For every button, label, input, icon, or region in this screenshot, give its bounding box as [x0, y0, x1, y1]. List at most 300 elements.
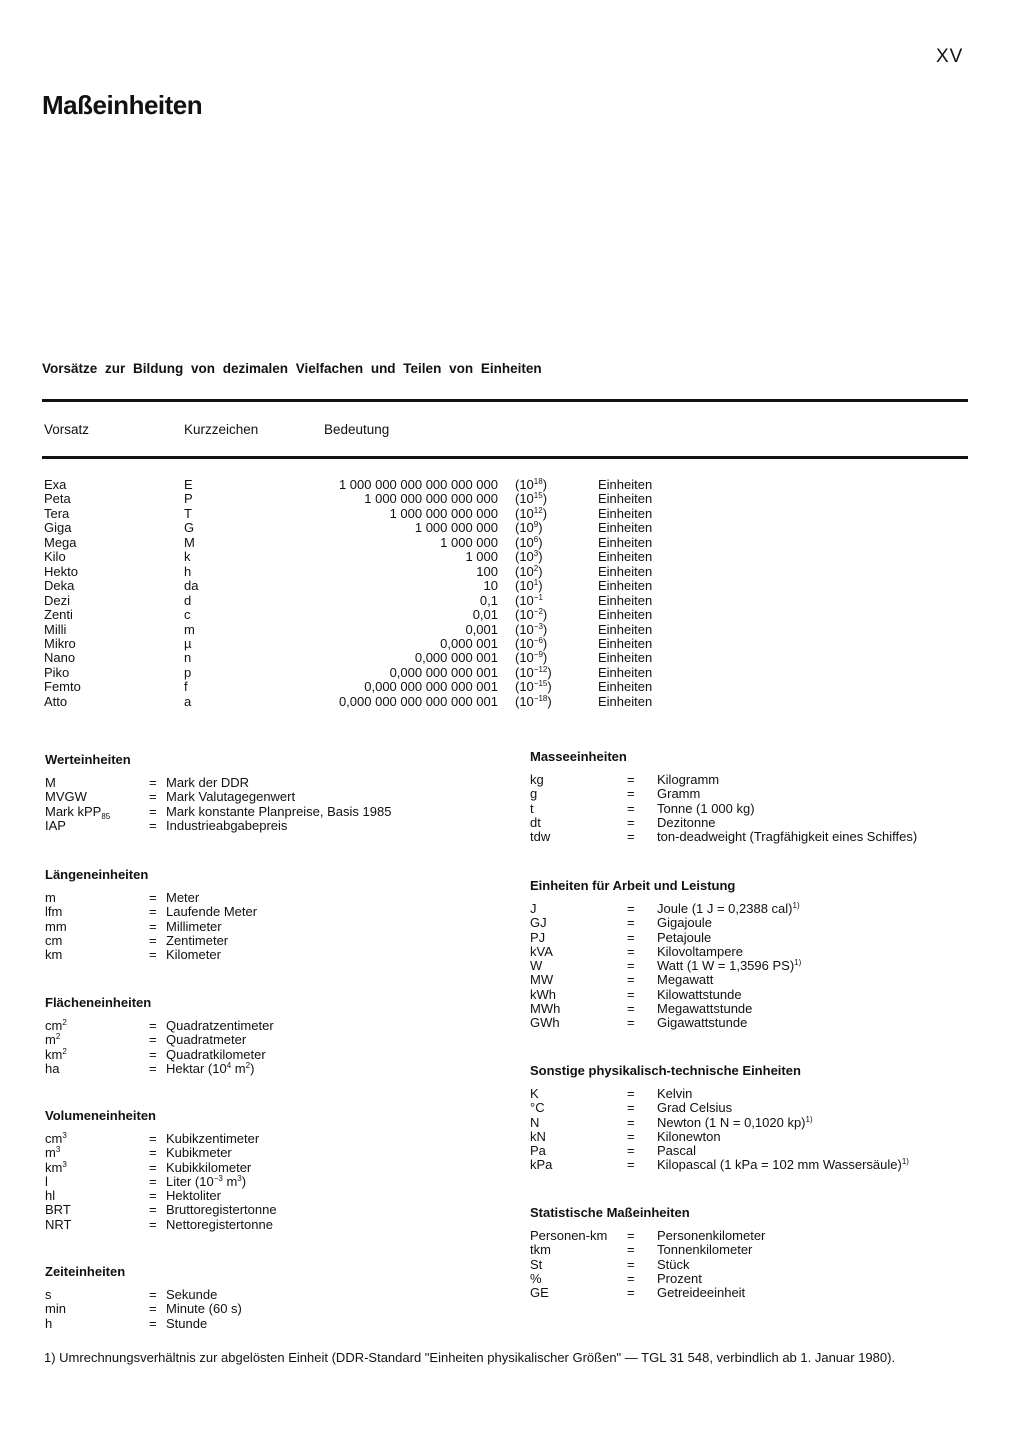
unit-meaning — [166, 1288, 217, 1302]
unit-meaning-text: Kilonewton — [657, 1128, 721, 1144]
unit-meaning-text: Kilopascal (1 kPa = 102 mm Wassersäule) — [657, 1157, 902, 1173]
unit-meaning — [166, 1019, 274, 1033]
prefix-power-exponent: 3 — [533, 549, 539, 559]
unit-meaning — [657, 802, 755, 816]
unit-meaning-text: Grad Celsius — [657, 1100, 733, 1116]
prefix-power — [515, 492, 547, 507]
prefix-symbol: P — [184, 491, 193, 507]
prefix-value: 0,01 — [472, 607, 498, 623]
unit-meaning-text: Gigawattstunde — [657, 1015, 748, 1031]
prefix-power-exponent: −15 — [533, 679, 548, 689]
unit-abbreviation — [530, 1002, 560, 1016]
equals-sign: = — [627, 1143, 635, 1159]
unit-entry — [45, 1062, 515, 1076]
prefix-unit: Einheiten — [598, 534, 653, 550]
unit-abbreviation — [530, 988, 556, 1002]
unit-meaning-text: Megawatt — [657, 972, 714, 988]
unit-meaning-text: Tonnenkilometer — [657, 1242, 753, 1258]
unit-entry — [45, 776, 515, 790]
prefix-name: Kilo — [44, 549, 66, 565]
unit-meaning — [166, 1317, 207, 1331]
unit-entry — [530, 945, 1000, 959]
prefix-power-exponent: 12 — [533, 505, 543, 515]
unit-abbreviation — [45, 1317, 52, 1331]
prefix-row — [0, 550, 1024, 565]
unit-abbreviation — [45, 1062, 59, 1076]
unit-abbreviation — [530, 1087, 539, 1101]
unit-abbreviation — [530, 1286, 549, 1300]
prefix-unit: Einheiten — [598, 592, 653, 608]
section-heading: Einheiten für Arbeit und Leistung — [530, 878, 736, 893]
prefix-power-exponent: 9 — [533, 520, 539, 530]
prefix-symbol: µ — [184, 635, 192, 651]
prefix-power-close: ) — [538, 578, 543, 594]
unit-entry — [530, 773, 1000, 787]
unit-entry — [530, 1272, 1000, 1286]
unit-abbreviation — [530, 802, 534, 816]
prefix-name: Atto — [44, 693, 68, 709]
unit-entry — [530, 1116, 1000, 1130]
equals-sign: = — [149, 1018, 157, 1033]
unit-meaning-superscript: 1) — [792, 901, 800, 910]
unit-entry — [45, 905, 515, 919]
section-heading: Statistische Maßeinheiten — [530, 1205, 690, 1220]
unit-meaning-text: Gigajoule — [657, 915, 712, 931]
unit-meaning — [166, 920, 222, 934]
unit-meaning-text: Quadratmeter — [166, 1032, 247, 1048]
equals-sign: = — [149, 1032, 157, 1048]
unit-abbreviation — [45, 1033, 60, 1047]
unit-abbreviation — [530, 1130, 546, 1144]
prefix-power-base: (10 — [515, 505, 534, 521]
column-header-vorsatz: Vorsatz — [44, 422, 90, 437]
prefix-value: 1 000 000 — [440, 534, 498, 550]
prefix-power-exponent: 6 — [533, 534, 539, 544]
prefix-value: 1 000 000 000 000 000 000 — [338, 477, 498, 492]
unit-entry — [530, 1130, 1000, 1144]
prefix-row — [0, 594, 1024, 609]
unit-entry — [530, 1016, 1000, 1030]
prefix-table-heading: Vorsätze zur Bildung von dezimalen Vielfachen und Teilen von Einheiten — [42, 361, 542, 376]
prefix-symbol: M — [184, 534, 195, 550]
unit-abbreviation-text: dt — [530, 814, 541, 830]
unit-abbreviation — [45, 776, 56, 790]
prefix-row — [0, 623, 1024, 638]
equals-sign: = — [627, 1270, 635, 1286]
section-heading: Volumeneinheiten — [45, 1108, 156, 1123]
unit-meaning — [166, 776, 249, 790]
equals-sign: = — [627, 901, 635, 916]
unit-abbreviation — [45, 790, 87, 804]
prefix-power-base: (10 — [515, 592, 534, 608]
unit-abbreviation-text: MWh — [530, 1001, 561, 1017]
prefix-power-close: ) — [542, 477, 548, 492]
unit-entry — [530, 816, 1000, 830]
unit-abbreviation — [530, 1258, 542, 1272]
prefix-row — [0, 521, 1024, 536]
equals-sign: = — [149, 775, 157, 790]
prefix-row — [0, 536, 1024, 551]
equals-sign: = — [149, 1131, 157, 1146]
page-number: XV — [936, 46, 964, 67]
prefix-power — [515, 478, 547, 493]
equals-sign: = — [627, 1157, 635, 1173]
prefix-power-close: ) — [542, 650, 548, 666]
unit-meaning-text: Megawattstunde — [657, 1001, 753, 1017]
prefix-power-base: (10 — [515, 549, 534, 565]
unit-abbreviation-text: mm — [45, 918, 67, 934]
unit-abbreviation — [45, 1218, 71, 1232]
prefix-unit: Einheiten — [598, 477, 653, 492]
unit-meaning — [166, 1033, 246, 1047]
equals-sign: = — [149, 817, 157, 833]
section-heading: Flächeneinheiten — [45, 995, 152, 1010]
unit-abbreviation — [530, 902, 537, 916]
equals-sign: = — [627, 1086, 635, 1101]
unit-abbreviation — [45, 1161, 67, 1175]
prefix-power — [515, 608, 547, 623]
unit-meaning-text: Petajoule — [657, 929, 712, 945]
unit-abbreviation — [530, 1016, 560, 1030]
unit-meaning — [166, 1146, 232, 1160]
unit-meaning — [166, 1132, 259, 1146]
prefix-symbol: da — [184, 578, 199, 594]
prefix-symbol: E — [184, 477, 193, 492]
unit-meaning — [166, 1048, 266, 1062]
unit-meaning-text: Pascal — [657, 1143, 697, 1159]
unit-abbreviation — [45, 948, 62, 962]
unit-abbreviation-text: GJ — [530, 915, 547, 931]
equals-sign: = — [149, 1202, 157, 1218]
unit-meaning-text: Mark Valutagegenwert — [166, 789, 296, 805]
prefix-row — [0, 608, 1024, 623]
prefix-row — [0, 579, 1024, 594]
unit-abbreviation-text: km — [45, 947, 63, 963]
prefix-name: Dezi — [44, 592, 71, 608]
unit-entry — [45, 1019, 515, 1033]
prefix-row — [0, 507, 1024, 522]
unit-meaning-text: Kubikmeter — [166, 1145, 232, 1161]
prefix-value: 1 000 — [465, 549, 498, 565]
prefix-power — [515, 536, 543, 551]
equals-sign: = — [149, 1145, 157, 1161]
unit-entry — [45, 1175, 515, 1189]
prefix-value: 10 — [483, 578, 498, 594]
unit-abbreviation — [530, 931, 545, 945]
unit-meaning-text: ton-deadweight (Tragfähigkeit eines Schiffes) — [657, 829, 918, 845]
unit-entry — [530, 1101, 1000, 1115]
unit-meaning-text: Gramm — [657, 786, 701, 802]
unit-meaning-text: Watt (1 W = 1,3596 PS) — [657, 958, 795, 974]
unit-meaning — [657, 916, 712, 930]
unit-abbreviation-text: t — [530, 800, 534, 816]
unit-meaning — [657, 902, 800, 916]
unit-entry — [530, 973, 1000, 987]
prefix-power-exponent: −2 — [533, 607, 543, 617]
unit-entry — [45, 805, 515, 819]
unit-meaning-text: Dezitonne — [657, 814, 716, 830]
unit-meaning-text: Kilometer — [166, 947, 221, 963]
prefix-symbol: G — [184, 520, 195, 536]
unit-meaning — [166, 905, 257, 919]
unit-abbreviation — [45, 1302, 66, 1316]
unit-meaning — [657, 1116, 813, 1130]
unit-meaning — [166, 891, 199, 905]
unit-abbreviation-text: s — [45, 1287, 52, 1302]
unit-meaning — [166, 1062, 254, 1076]
unit-meaning — [657, 830, 917, 844]
unit-abbreviation-superscript: 2 — [55, 1032, 61, 1042]
unit-abbreviation — [45, 1203, 71, 1217]
unit-entry — [530, 830, 1000, 844]
prefix-power — [515, 521, 543, 536]
unit-entry — [530, 787, 1000, 801]
unit-entry — [530, 802, 1000, 816]
prefix-power-base: (10 — [515, 621, 534, 637]
prefix-power-close: ) — [538, 520, 543, 536]
prefix-power-exponent: −12 — [533, 664, 548, 674]
prefix-symbol: n — [184, 650, 192, 666]
prefix-symbol: c — [184, 607, 191, 623]
equals-sign: = — [627, 1285, 635, 1301]
unit-entry — [45, 934, 515, 948]
prefix-power — [515, 637, 547, 652]
equals-sign: = — [627, 1256, 635, 1272]
unit-meaning-text: Millimeter — [166, 918, 222, 934]
unit-abbreviation-text: km — [45, 1159, 63, 1175]
unit-meaning — [657, 1158, 909, 1172]
prefix-unit: Einheiten — [598, 693, 653, 709]
prefix-symbol: m — [184, 621, 195, 637]
prefix-symbol: p — [184, 664, 192, 680]
unit-list — [530, 902, 1000, 1031]
prefix-power — [515, 695, 552, 710]
equals-sign: = — [627, 929, 635, 945]
prefix-power — [515, 594, 543, 609]
prefix-power-base: (10 — [515, 520, 534, 536]
unit-abbreviation-text: BRT — [45, 1202, 71, 1218]
prefix-power-base: (10 — [515, 635, 534, 651]
unit-abbreviation-text: hl — [45, 1188, 56, 1204]
equals-sign: = — [627, 1242, 635, 1258]
unit-abbreviation — [45, 819, 66, 833]
prefix-unit: Einheiten — [598, 549, 653, 565]
unit-list — [45, 1288, 515, 1331]
unit-meaning-text: Prozent — [657, 1270, 702, 1286]
unit-meaning-text: Newton (1 N = 0,1020 kp) — [657, 1114, 806, 1130]
unit-abbreviation — [45, 1132, 67, 1146]
unit-abbreviation-superscript: 3 — [55, 1145, 61, 1155]
prefix-value: 0,000 000 001 — [414, 650, 498, 666]
prefix-name: Femto — [44, 679, 81, 695]
unit-abbreviation-text: m — [45, 1032, 56, 1048]
unit-entry — [45, 790, 515, 804]
prefix-power-exponent: 18 — [533, 477, 543, 486]
column-header-kurzzeichen: Kurzzeichen — [184, 422, 259, 437]
prefix-symbol: T — [184, 505, 192, 521]
unit-meaning — [657, 773, 719, 787]
equals-sign: = — [627, 986, 635, 1002]
prefix-row — [0, 680, 1024, 695]
unit-abbreviation-text: cm — [45, 932, 63, 948]
unit-meaning — [657, 931, 711, 945]
prefix-power-exponent: −3 — [533, 621, 543, 631]
prefix-power-close: ) — [542, 607, 548, 623]
prefix-unit: Einheiten — [598, 635, 653, 651]
unit-meaning-superscript: 2 — [245, 1060, 251, 1070]
unit-abbreviation-text: kN — [530, 1128, 546, 1144]
prefix-power-close: ) — [547, 693, 552, 709]
prefix-value: 0,001 — [465, 621, 498, 637]
unit-abbreviation-text: K — [530, 1086, 539, 1101]
unit-meaning-cont: m — [222, 1173, 238, 1189]
prefix-unit: Einheiten — [598, 578, 653, 594]
unit-entry — [530, 931, 1000, 945]
prefix-power-close: ) — [542, 491, 548, 507]
prefix-row — [0, 651, 1024, 666]
prefix-power-exponent: −1 — [533, 592, 543, 602]
unit-meaning-text: Kelvin — [657, 1086, 693, 1101]
prefix-unit: Einheiten — [598, 491, 653, 507]
unit-abbreviation-text: % — [530, 1270, 542, 1286]
unit-abbreviation-text: IAP — [45, 817, 66, 833]
unit-meaning-text: Kubikzentimeter — [166, 1131, 260, 1146]
unit-abbreviation-text: km — [45, 1046, 63, 1062]
unit-abbreviation-text: PJ — [530, 929, 546, 945]
unit-entry — [45, 948, 515, 962]
unit-meaning-text: Bruttoregistertonne — [166, 1202, 277, 1218]
unit-meaning — [166, 1161, 251, 1175]
prefix-power-exponent: 15 — [533, 491, 543, 501]
unit-meaning-text: Mark konstante Planpreise, Basis 1985 — [166, 803, 392, 819]
prefix-name: Milli — [44, 621, 67, 637]
unit-entry — [45, 1146, 515, 1160]
unit-entry — [530, 1243, 1000, 1257]
unit-abbreviation-subscript: 85 — [101, 811, 111, 821]
unit-meaning-text: Mark der DDR — [166, 775, 250, 790]
unit-meaning-text: Tonne (1 000 kg) — [657, 800, 755, 816]
equals-sign: = — [149, 1188, 157, 1204]
unit-meaning-text: Kilowattstunde — [657, 986, 742, 1002]
prefix-power-close: ) — [538, 563, 543, 579]
unit-entry — [530, 959, 1000, 973]
prefix-name: Mikro — [44, 635, 76, 651]
unit-entry — [530, 988, 1000, 1002]
section-heading: Zeiteinheiten — [45, 1264, 126, 1279]
unit-abbreviation-text: Pa — [530, 1143, 546, 1159]
unit-abbreviation — [530, 787, 537, 801]
prefix-row — [0, 666, 1024, 681]
prefix-power-close: ) — [538, 534, 543, 550]
unit-abbreviation — [530, 959, 542, 973]
equals-sign: = — [627, 1100, 635, 1116]
unit-abbreviation — [45, 1019, 67, 1033]
unit-meaning — [657, 1144, 696, 1158]
unit-abbreviation-text: lfm — [45, 904, 63, 920]
unit-meaning-text: Personenkilometer — [657, 1228, 766, 1243]
equals-sign: = — [149, 904, 157, 920]
table-header-rule — [42, 456, 968, 459]
prefix-power — [515, 507, 547, 522]
unit-list — [45, 891, 515, 962]
prefix-symbol: f — [184, 679, 188, 695]
prefix-power — [515, 623, 547, 638]
unit-abbreviation-text: cm — [45, 1131, 63, 1146]
unit-meaning — [657, 1101, 732, 1115]
unit-abbreviation — [45, 934, 62, 948]
unit-abbreviation-text: St — [530, 1256, 543, 1272]
equals-sign: = — [149, 1159, 157, 1175]
prefix-power-base: (10 — [515, 664, 534, 680]
unit-abbreviation-text: tkm — [530, 1242, 551, 1258]
unit-meaning — [166, 1203, 277, 1217]
unit-entry — [45, 1203, 515, 1217]
unit-entry — [530, 902, 1000, 916]
prefix-power-exponent: −6 — [533, 635, 543, 645]
table-top-rule — [42, 399, 968, 402]
prefix-power-close: ) — [542, 505, 548, 521]
unit-meaning-superscript: 1) — [794, 958, 802, 968]
prefix-power — [515, 565, 543, 580]
unit-meaning — [657, 1243, 752, 1257]
prefix-power-base: (10 — [515, 563, 534, 579]
prefix-power-base: (10 — [515, 679, 534, 695]
unit-meaning — [657, 973, 713, 987]
unit-abbreviation-superscript: 2 — [62, 1046, 67, 1056]
unit-abbreviation — [530, 973, 553, 987]
section-heading: Längeneinheiten — [45, 867, 149, 882]
equals-sign: = — [149, 803, 157, 819]
prefix-power-close: ) — [538, 549, 543, 565]
unit-abbreviation — [45, 1146, 60, 1160]
unit-meaning-cont: m — [231, 1060, 246, 1076]
prefix-name: Mega — [44, 534, 77, 550]
unit-abbreviation-text: h — [45, 1315, 53, 1331]
unit-meaning — [657, 1229, 765, 1243]
equals-sign: = — [149, 1287, 157, 1302]
unit-abbreviation-text: GE — [530, 1285, 549, 1301]
prefix-unit: Einheiten — [598, 505, 653, 521]
unit-meaning — [657, 1272, 702, 1286]
unit-abbreviation-text: l — [45, 1173, 48, 1189]
unit-abbreviation-text: M — [45, 775, 56, 790]
prefix-power-base: (10 — [515, 578, 534, 594]
unit-meaning — [166, 1218, 273, 1232]
unit-meaning-cont: ) — [241, 1173, 247, 1189]
prefix-power-exponent: 2 — [533, 563, 539, 573]
unit-abbreviation-text: N — [530, 1114, 540, 1130]
prefix-value: 0,1 — [479, 592, 498, 608]
unit-list — [45, 1019, 515, 1076]
unit-meaning — [657, 1130, 721, 1144]
prefix-unit: Einheiten — [598, 563, 653, 579]
unit-abbreviation-superscript: 3 — [62, 1131, 67, 1140]
unit-entry — [530, 1087, 1000, 1101]
equals-sign: = — [149, 947, 157, 963]
prefix-value: 1 000 000 000 — [414, 520, 498, 536]
prefix-power-exponent: −18 — [533, 693, 548, 703]
unit-abbreviation-superscript: 3 — [62, 1159, 67, 1169]
unit-meaning — [657, 988, 742, 1002]
unit-abbreviation — [530, 1272, 542, 1286]
unit-list — [530, 773, 1000, 844]
unit-abbreviation-text: min — [45, 1301, 66, 1317]
unit-abbreviation — [530, 945, 553, 959]
unit-meaning-text: Kilogramm — [657, 772, 720, 787]
unit-abbreviation-text: J — [530, 901, 537, 916]
equals-sign: = — [627, 772, 635, 787]
unit-abbreviation-text: kg — [530, 772, 544, 787]
